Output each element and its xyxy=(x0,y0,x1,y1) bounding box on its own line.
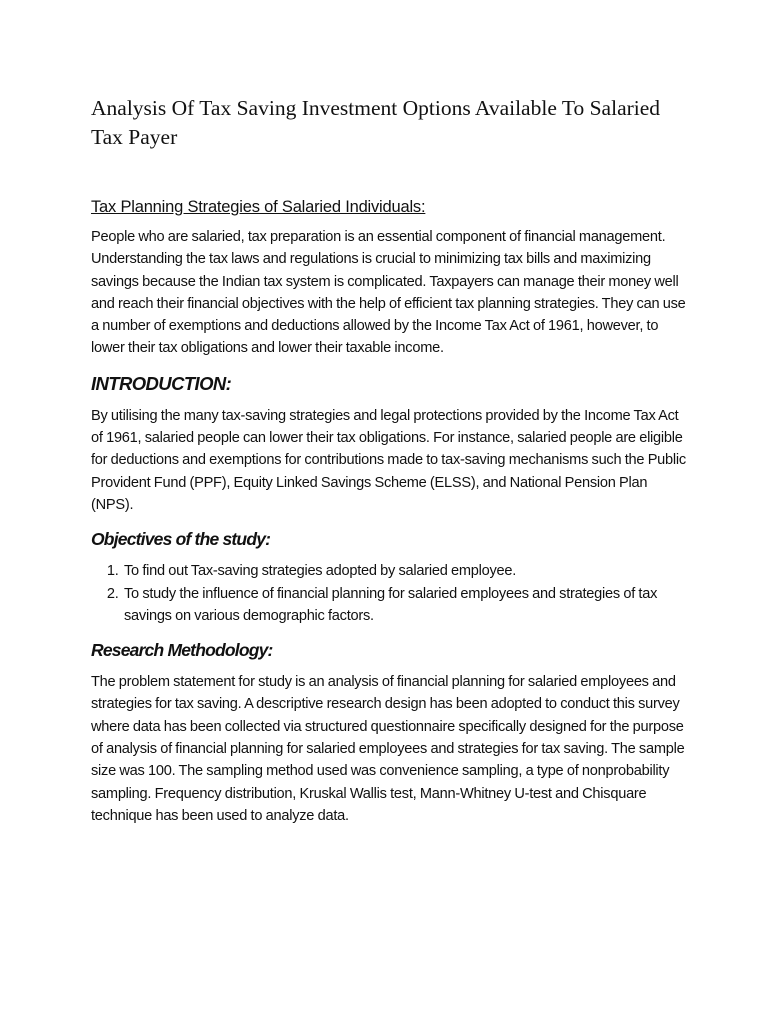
methodology-heading: Research Methodology: xyxy=(91,640,273,661)
document-page xyxy=(91,94,691,827)
objective-item: 2. To study the influence of financial planning for salaried employees and strategies of tax savings on various demographic factors. xyxy=(122,583,691,628)
introduction-heading: INTRODUCTION: xyxy=(91,372,232,394)
intro-paragraph: People who are salaried, tax preparation is an essential component of financial management. Understanding the tax laws and regulations is crucial to minimizing tax bills and maximizing savings because the Indian tax system is complicated. Taxpayers can manage their money well and reach their financial objectives with the help of efficient tax planning strategies. They can use a number of exemptions and deductions allowed by the Income Tax Act of 1961, however, to lower their tax obligations and lower their taxable income. xyxy=(91,229,686,357)
objectives-heading: Objectives of the study: xyxy=(91,529,271,550)
introduction-text: By utilising the many tax-saving strategies and legal protections provided by the Income Tax Act of 1961, salaried people can lower their tax obligations. For instance, salaried people are eligible for deductions and exemptions for contributions made to tax-saving mechanisms such the Public Provident Fund (PPF), Equity Linked Savings Scheme (ELSS), and National Pension Plan (NPS). xyxy=(91,407,686,513)
methodology-text: The problem statement for study is an analysis of financial planning for salaried employees and strategies for tax saving. A descriptive research design has been adopted to conduct this survey where data has been collected via structured questionnaire specifically designed for the purpose of analysis of financial planning for salaried employees and strategies for tax saving. The sample size was 100. The sampling method used was convenience sampling, a type of nonprobability sampling. Frequency distribution, Kruskal Wallis test, Mann-Whitney U-test and Chisquare technique has been used to analyze data. xyxy=(91,674,685,824)
document-title: Analysis Of Tax Saving Investment Options Available To Salaried Tax Payer xyxy=(91,96,661,149)
tax-planning-subheading: Tax Planning Strategies of Salaried Individuals: xyxy=(91,198,426,216)
objective-item: 1. To find out Tax-saving strategies adopted by salaried employee. xyxy=(122,560,691,582)
objectives-list xyxy=(91,560,691,627)
